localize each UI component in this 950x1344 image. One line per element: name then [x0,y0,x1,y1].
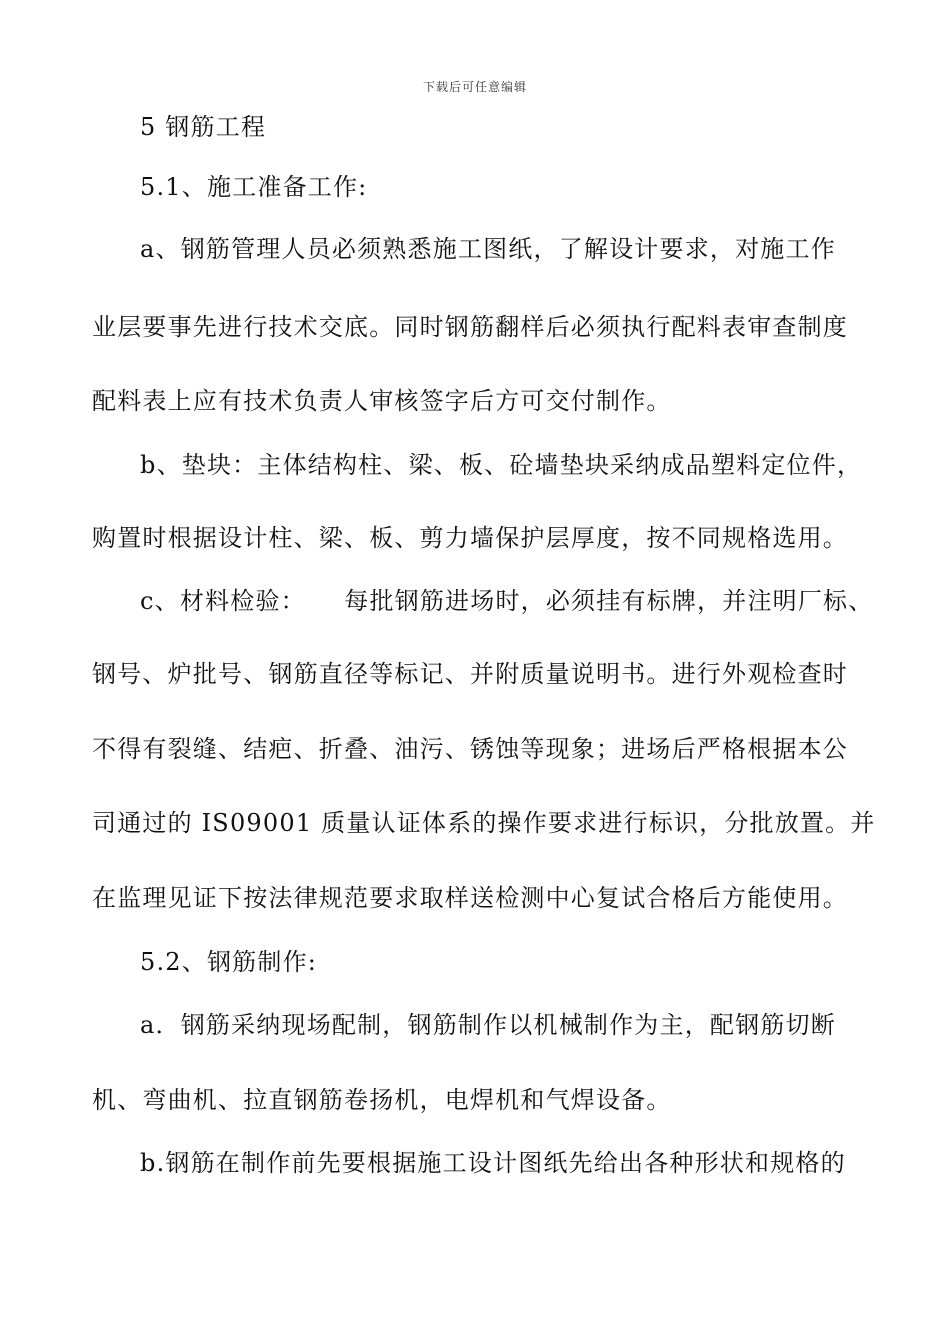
paragraph-line: a．钢筋采纳现场配制，钢筋制作以机械制作为主，配钢筋切断 [140,1011,836,1039]
paragraph-line: 钢号、炉批号、钢筋直径等标记、并附质量说明书。进行外观检查时 [92,660,848,688]
paragraph-line: 业层要事先进行技术交底。同时钢筋翻样后必须执行配料表审查制度 [92,313,848,341]
paragraph-line: 不得有裂缝、结疤、折叠、油污、锈蚀等现象；进场后严格根据本公 [92,735,848,763]
paragraph-line: 机、弯曲机、拉直钢筋卷扬机，电焊机和气焊设备。 [92,1086,672,1114]
paragraph-line: 司通过的 IS09001 质量认证体系的操作要求进行标识，分批放置。并 [92,809,876,837]
paragraph-line: 在监理见证下按法律规范要求取样送检测中心复试合格后方能使用。 [92,884,848,912]
subsection-heading: 5.1、施工准备工作: [140,173,368,201]
header-note: 下载后可任意编辑 [422,80,527,94]
paragraph-line: 配料表上应有技术负责人审核签字后方可交付制作。 [92,387,672,415]
paragraph-line: 购置时根据设计柱、梁、板、剪力墙保护层厚度，按不同规格选用。 [92,524,848,552]
paragraph-line: a、钢筋管理人员必须熟悉施工图纸，了解设计要求，对施工作 [140,235,836,263]
paragraph-line: b、垫块：主体结构柱、梁、板、砼墙垫块采纳成品塑料定位件， [140,451,863,479]
paragraph-line: b.钢筋在制作前先要根据施工设计图纸先给出各种形状和规格的 [140,1149,846,1177]
section-heading: 5 钢筋工程 [140,113,267,141]
subsection-heading: 5.2、钢筋制作: [140,948,318,976]
paragraph-line: c、材料检验： 每批钢筋进场时，必须挂有标牌，并注明厂标、 [140,587,874,615]
